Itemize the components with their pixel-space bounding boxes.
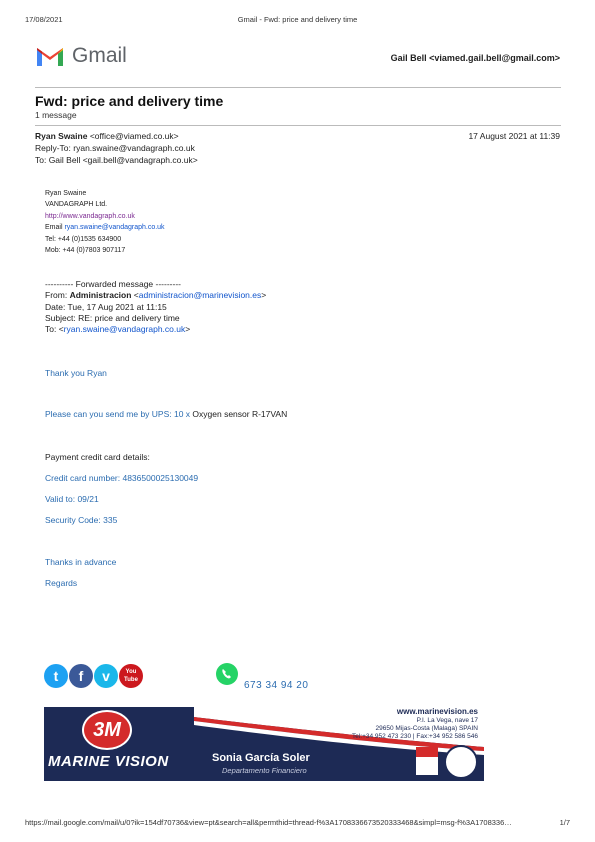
- card-valid-to: Valid to: 09/21: [45, 494, 99, 504]
- forwarded-divider: ---------- Forwarded message ---------: [45, 279, 181, 289]
- sender-email: <office@viamed.co.uk>: [89, 131, 179, 141]
- forwarded-to-label: To: <: [45, 324, 64, 334]
- twitter-icon[interactable]: t: [44, 664, 68, 688]
- divider: [35, 125, 561, 126]
- print-date: 17/08/2021: [25, 15, 63, 24]
- contact-department: Departamento Financiero: [222, 766, 307, 775]
- message-date: 17 August 2021 at 11:39: [468, 131, 560, 141]
- gmail-wordmark: Gmail: [72, 44, 127, 67]
- signature-company: VANDAGRAPH Ltd.: [45, 201, 108, 208]
- thread-subject: Fwd: price and delivery time: [35, 93, 224, 109]
- to-line: To: Gail Bell <gail.bell@vandagraph.co.uk>: [35, 155, 198, 165]
- banner-website: www.marinevision.es: [396, 707, 478, 716]
- print-page-title: Gmail - Fwd: price and delivery time: [237, 15, 358, 24]
- banner-address-2: 29650 Mijas-Costa (Malaga) SPAIN: [375, 725, 478, 732]
- banner-address-1: P.I. La Vega, nave 17: [416, 717, 478, 724]
- signature-tel: Tel: +44 (0)1535 634900: [45, 236, 122, 243]
- signature-name: Ryan Swaine: [45, 190, 87, 197]
- message-count: 1 message: [35, 110, 77, 120]
- forwarded-subject: Subject: RE: price and delivery time: [45, 313, 180, 323]
- forwarded-from-name: Administracion: [69, 290, 132, 300]
- body-request: [45, 409, 287, 419]
- body-thanks: Thanks in advance: [45, 557, 117, 567]
- reply-to-line: Reply-To: ryan.swaine@vandagraph.co.uk: [35, 143, 195, 153]
- signature-email-link[interactable]: ryan.swaine@vandagraph.co.uk: [64, 224, 165, 231]
- forwarded-from-close: >: [261, 290, 267, 300]
- signature-email-label: Email: [45, 224, 65, 231]
- body-regards: Regards: [45, 578, 78, 588]
- logo-text: MARINE VISION: [48, 753, 169, 770]
- body-request-item: Oxygen sensor R-17VAN: [192, 409, 288, 419]
- divider: [35, 87, 561, 88]
- signature-mob: Mob: +44 (0)7803 907117: [45, 247, 126, 254]
- body-greeting: Thank you Ryan: [45, 368, 107, 378]
- forwarded-from-line: [45, 290, 266, 300]
- payment-heading: Payment credit card details:: [45, 452, 150, 462]
- youtube-icon[interactable]: You Tube: [119, 664, 143, 688]
- signature-email-line: [45, 224, 165, 231]
- forwarded-to-email-link[interactable]: ryan.swaine@vandagraph.co.uk: [63, 324, 186, 334]
- sender-name: Ryan Swaine: [35, 131, 88, 141]
- page-number: 1/7: [559, 818, 570, 827]
- marine-vision-logo-icon: 3M: [82, 710, 132, 750]
- forwarded-from-label: From:: [45, 290, 70, 300]
- certification-badge: [416, 747, 438, 775]
- phone-glyph-icon: [216, 663, 238, 685]
- forwarded-to-close: >: [185, 324, 191, 334]
- contact-person-name: Sonia García Soler: [212, 752, 310, 764]
- body-request-text: Please can you send me by UPS: 10 x: [45, 409, 193, 419]
- print-url: https://mail.google.com/mail/u/0?ik=154df70736&view=pt&search=all&permthid=thread-f%3A1708336673520333468&simpl=msg-f%3A1708336…: [25, 818, 512, 827]
- forwarded-from-email-link[interactable]: administracion@marinevision.es: [138, 290, 262, 300]
- vimeo-icon[interactable]: v: [94, 664, 118, 688]
- gmail-logo-icon: [35, 44, 65, 68]
- whatsapp-icon[interactable]: [216, 663, 238, 685]
- forwarded-date: Date: Tue, 17 Aug 2021 at 11:15: [45, 302, 167, 312]
- sender-line: [35, 131, 179, 141]
- banner-phones: Tel:+34 952 473 230 | Fax:+34 952 586 546: [351, 733, 478, 740]
- card-security-code: Security Code: 335: [45, 515, 118, 525]
- forwarded-from-open: <: [131, 290, 139, 300]
- whatsapp-number: 673 34 94 20: [244, 680, 309, 691]
- signature-website-link[interactable]: http://www.vandagraph.co.uk: [45, 213, 135, 220]
- marine-vision-banner: [44, 707, 484, 781]
- facebook-icon[interactable]: f: [69, 664, 93, 688]
- bureau-veritas-seal-icon: [444, 745, 478, 779]
- account-label: Gail Bell <viamed.gail.bell@gmail.com>: [390, 53, 560, 63]
- forwarded-to-line: [45, 324, 190, 334]
- card-number: Credit card number: 4836500025130049: [45, 473, 199, 483]
